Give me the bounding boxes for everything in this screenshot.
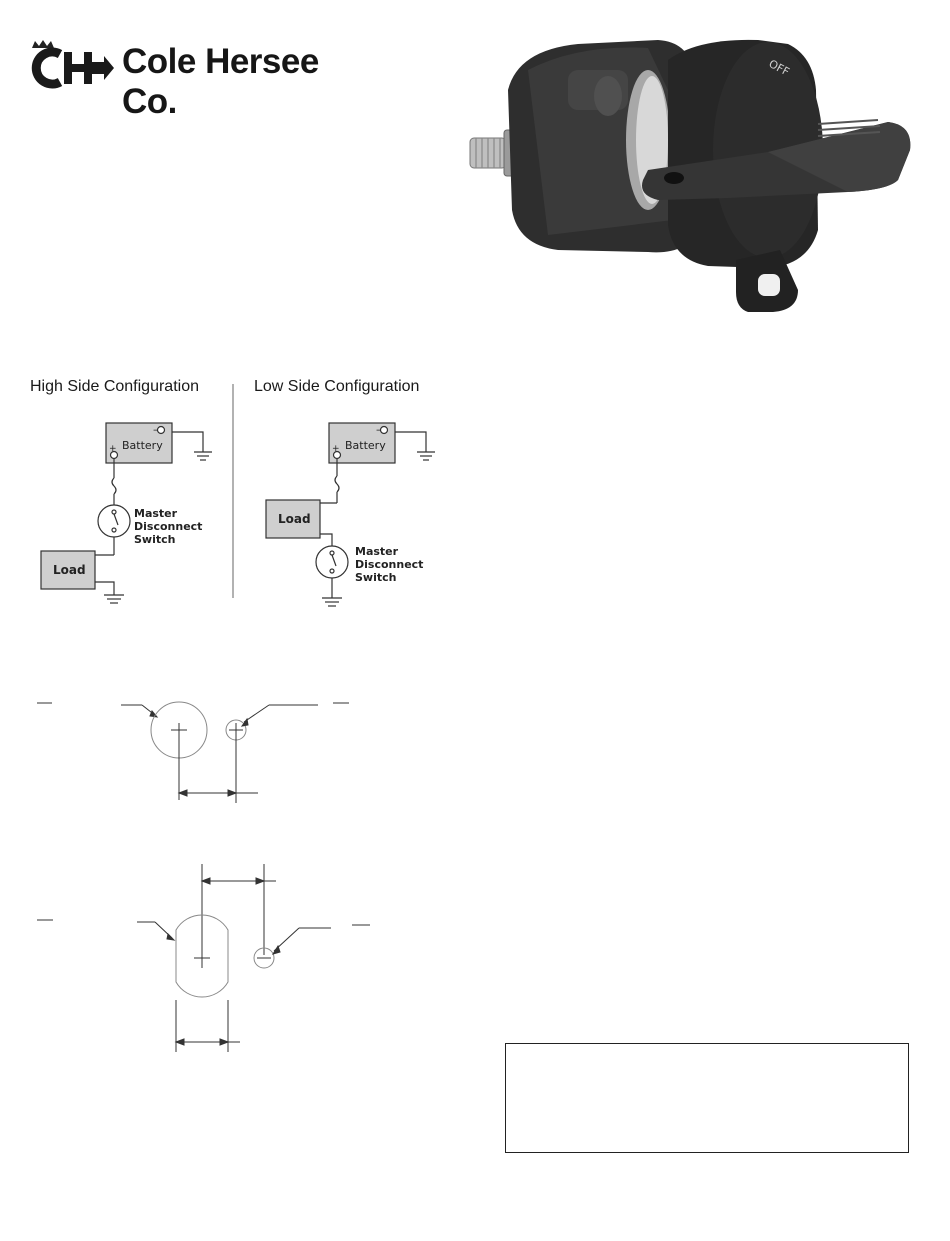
- hs-plus: +: [109, 444, 117, 454]
- ls-minus: –: [376, 423, 382, 436]
- ls-switch-label-1: Master: [355, 545, 399, 558]
- low-side-title: Low Side Configuration: [254, 378, 420, 395]
- ls-load-label: Load: [278, 512, 311, 526]
- company-name: Cole Hersee Co.: [122, 42, 319, 121]
- note-box: [505, 1043, 909, 1153]
- hs-switch-label-3: Switch: [134, 533, 176, 546]
- hs-battery-label: Battery: [122, 439, 163, 452]
- ls-battery-label: Battery: [345, 439, 386, 452]
- mounting-drawing-round: [37, 702, 349, 803]
- mounting-drawing-dshape: [37, 864, 370, 1052]
- high-side-title: High Side Configuration: [30, 378, 199, 395]
- off-label: OFF: [766, 57, 792, 79]
- hs-minus: –: [153, 423, 159, 436]
- ls-plus: +: [332, 444, 340, 454]
- ls-switch-label-3: Switch: [355, 571, 397, 584]
- hs-switch-label-1: Master: [134, 507, 178, 520]
- hs-switch-label-2: Disconnect: [134, 520, 203, 533]
- ls-switch-label-2: Disconnect: [355, 558, 424, 571]
- hs-load-label: Load: [53, 563, 86, 577]
